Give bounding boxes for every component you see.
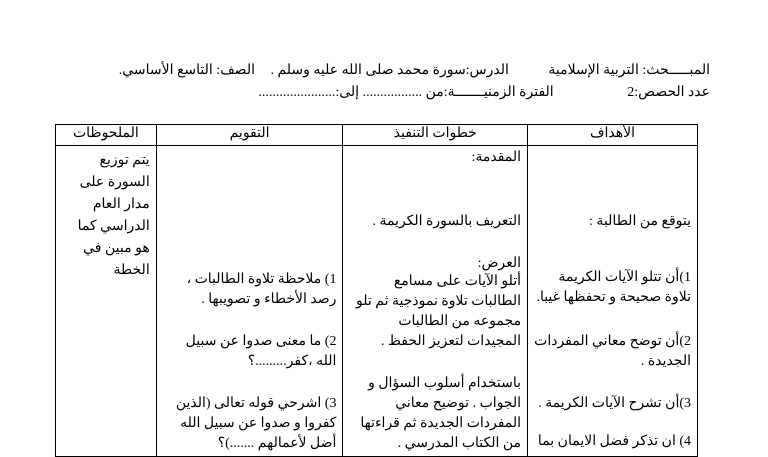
goals-cell [528,146,698,457]
header-steps: خطوات التنفيذ [343,125,528,146]
step-presentation-heading: العرض: [477,256,522,271]
goal-3: 3)أن تشرح الآيات الكريمة . [538,396,691,411]
evaluation-2: 2) ما معنى صدوا عن سبيل الله ،كفر.........؟ [185,334,337,369]
evaluation-1: 1) ملاحظة تلاوة الطالبات ، رصد الأخطاء و تصويبها . [186,272,337,307]
evaluation-cell [156,146,343,457]
goal-1: 1)أن تتلو الآيات الكريمة تلاوة صحيحة و تحفظها غيبا. [536,270,691,305]
header-line-1 [119,62,710,79]
header-goals: الأهداف [528,125,698,146]
step-recitation: أتلو الآيات على مسامع الطالبات تلاوة نموذجية ثم تلو مجموعه من الطالبات المجيدات لتعزيز الحفظ . [356,274,522,349]
period-label: الفترة الزمنيـــــــة:من ................. إلى:...................... [258,85,554,100]
table-header-row [56,125,698,146]
sessions-label: عدد الحصص:2 [627,85,710,100]
step-intro-text: التعريف بالسورة الكريمة . [372,214,522,229]
step-vocabulary: باستخدام أسلوب السؤال و الجواب . توضيح معاني المفردات الجديدة ثم قراءتها من الكتاب المدرسي . [360,376,522,451]
goal-2: 2)أن توضح معاني المفردات الجديدة . [534,334,691,369]
subject-label: المبـــــحث: التربية الإسلامية [548,63,710,78]
header-line-2 [258,84,710,101]
table-row [56,146,698,457]
notes-cell [56,146,157,457]
steps-cell [343,146,528,457]
lesson-plan-table [55,124,698,457]
goal-intro: يتوقع من الطالبة : [589,214,691,229]
lesson-label: الدرس:سورة محمد صلى الله عليه وسلم . [270,63,509,78]
step-intro-heading: المقدمة: [471,150,522,165]
grade-label: الصف: التاسع الأساسي. [118,63,255,78]
evaluation-3: 3) اشرحي قوله تعالى (الذين كفروا و صدوا عن سبيل الله أضل لأعمالهم .......)؟ [175,396,337,451]
header-notes: الملحوظات [56,125,157,146]
header-evaluation: التقويم [156,125,343,146]
goal-4: 4) ان تذكر فضل الايمان بما [537,434,691,449]
notes-text: يتم توزيع السورة على مدار العام الدراسي كما هو مبين في الخطة [77,153,150,278]
